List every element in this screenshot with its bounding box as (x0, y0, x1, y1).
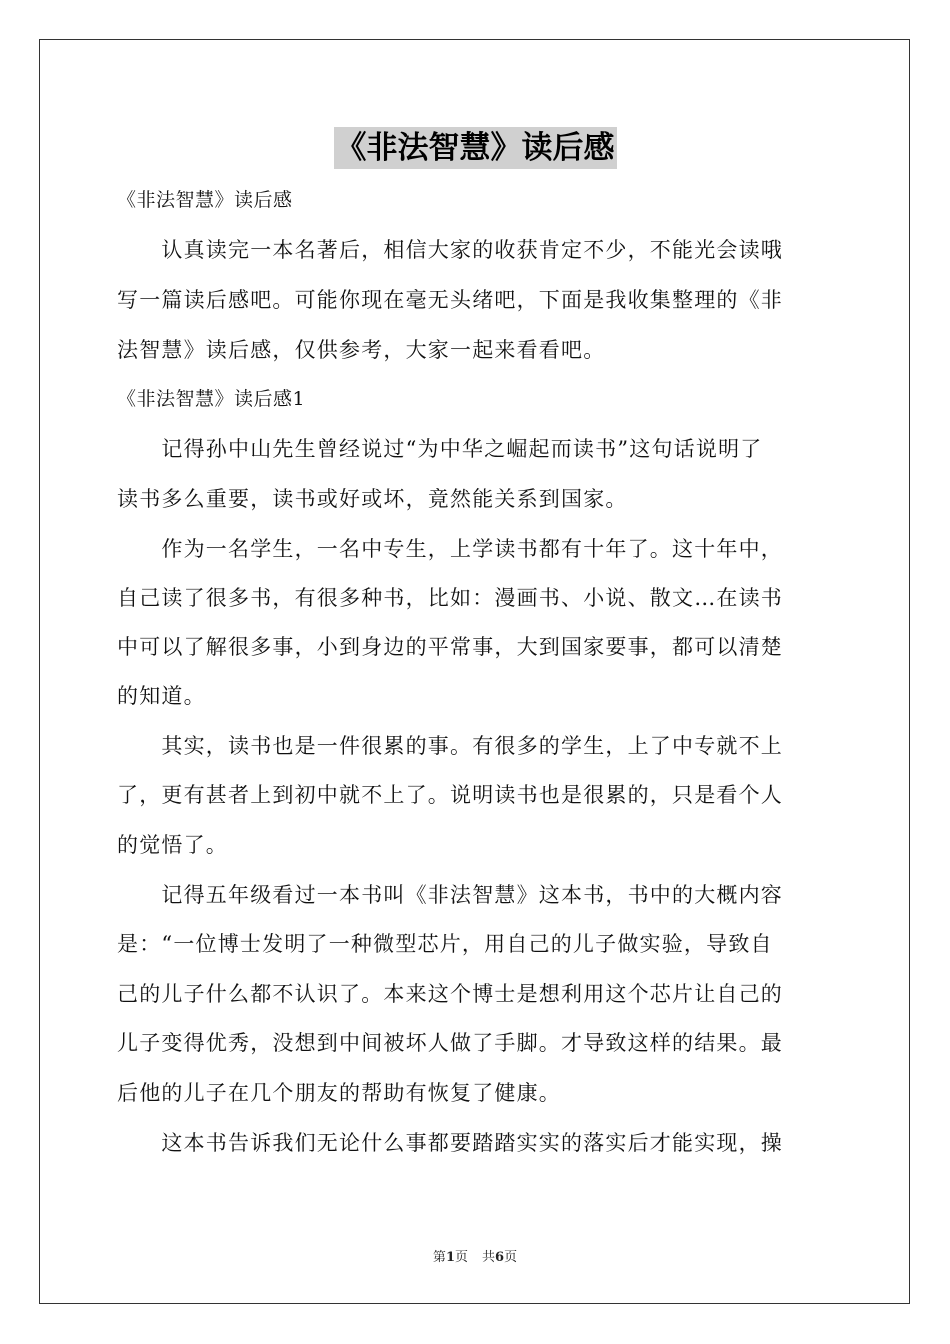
document-title: 《非法智慧》读后感 (334, 127, 617, 169)
paragraph-line: 自己读了很多书，有很多种书，比如：漫画书、小说、散文…在读书 (117, 586, 783, 610)
paragraph-line: 写一篇读后感吧。可能你现在毫无头绪吧，下面是我收集整理的《非 (117, 288, 783, 312)
subheading: 《非法智慧》读后感1 (117, 388, 306, 410)
paragraph-line: 法智慧》读后感，仅供参考，大家一起来看看吧。 (117, 338, 606, 362)
paragraph-line: 己的儿子什么都不认识了。本来这个博士是想利用这个芯片让自己的 (117, 982, 783, 1006)
paragraph-line: 儿子变得优秀，没想到中间被坏人做了手脚。才导致这样的结果。最 (117, 1031, 783, 1055)
paragraph-line: 的觉悟了。 (117, 833, 228, 857)
title-block (117, 127, 833, 169)
paragraph-line: 后他的儿子在几个朋友的帮助有恢复了健康。 (117, 1081, 561, 1105)
paragraph-line: 认真读完一本名著后，相信大家的收获肯定不少，不能光会读哦 (117, 238, 783, 262)
total-suffix: 页 (504, 1250, 518, 1265)
paragraph-line: 了，更有甚者上到初中就不上了。说明读书也是很累的，只是看个人 (117, 783, 783, 807)
subheading: 《非法智慧》读后感 (117, 189, 293, 211)
page-border (39, 39, 910, 1304)
paragraph-line: 中可以了解很多事，小到身边的平常事，大到国家要事，都可以清楚 (117, 635, 783, 659)
paragraph-line: 其实，读书也是一件很累的事。有很多的学生，上了中专就不上 (117, 734, 783, 758)
page-suffix: 页 (454, 1250, 468, 1265)
paragraph-line: 作为一名学生，一名中专生，上学读书都有十年了。这十年中， (117, 537, 783, 561)
total-prefix: 共 (482, 1250, 496, 1265)
paragraph-line: 这本书告诉我们无论什么事都要踏踏实实的落实后才能实现，操 (117, 1131, 783, 1155)
page-prefix: 第 (432, 1250, 446, 1265)
paragraph-line: 记得孙中山先生曾经说过“为中华之崛起而读书”这句话说明了 (117, 437, 763, 461)
paragraph-line: 的知道。 (117, 684, 206, 708)
paragraph-line: 是：“一位博士发明了一种微型芯片，用自己的儿子做实验，导致自 (117, 932, 773, 956)
page-number: 1 (445, 1250, 455, 1265)
total-pages: 6 (495, 1250, 505, 1265)
paragraph-line: 记得五年级看过一本书叫《非法智慧》这本书，书中的大概内容 (117, 883, 783, 907)
paragraph-line: 读书多么重要，读书或好或坏，竟然能关系到国家。 (117, 487, 628, 511)
page-footer (0, 1246, 950, 1265)
